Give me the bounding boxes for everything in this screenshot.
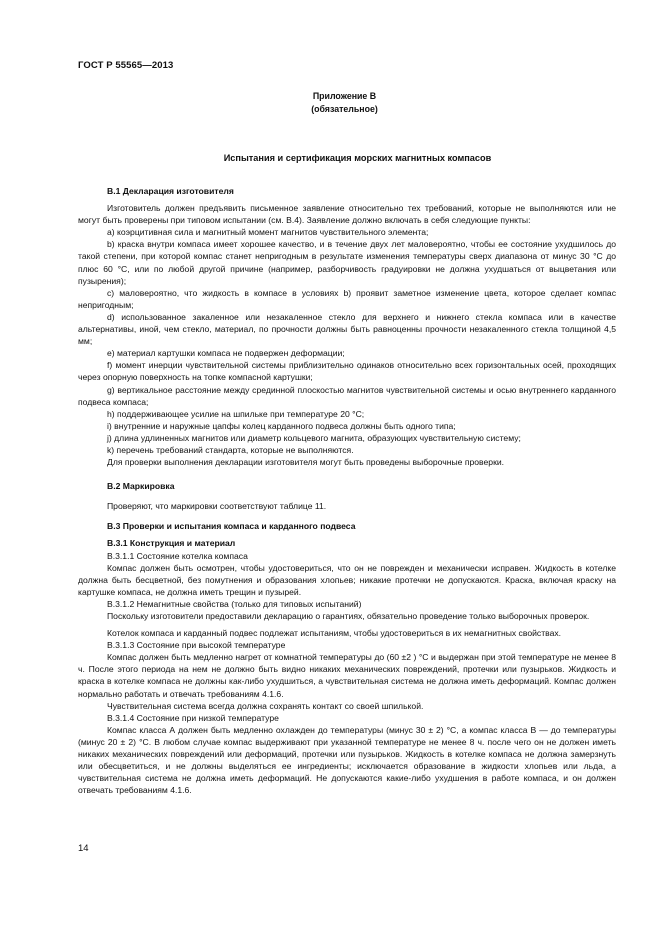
appendix-label: Приложение В xyxy=(312,91,377,101)
list-item: b) краска внутри компаса имеет хорошее качество, и в течение двух лет маловероятно, чтобы ее состояние ухудшилось до такой степени, при которой компас станет непригодным в результате изменения температуры сверх диапазона от минус 30 °С до плюс 60 °С, или по любой другой причине (например, разборчивость градуировки не должна ухудшаться от выцветания или пузырения); xyxy=(78,239,616,286)
paragraph: Поскольку изготовители предоставили декларацию о гарантиях, обязательно проведение только выборочных проверок. xyxy=(107,611,590,621)
paragraph: Для проверки выполнения декларации изготовителя могут быть проведены выборочные проверки. xyxy=(107,457,505,468)
paragraph: Компас должен быть осмотрен, чтобы удостовериться, что он не поврежден и механически исправен. Жидкость в котелке должна быть бесцветной, без помутнения и образования хлопьев; никакие протечки не допускаются. Краска, включая краску на картушке компаса, не должна иметь трещин и пузырей. xyxy=(78,562,616,597)
subsection-heading-b31: В.3.1 Конструкция и материал xyxy=(107,538,236,549)
subsection-heading-b311: В.3.1.1 Состояние котелка компаса xyxy=(107,550,248,561)
list-item: е) материал картушки компаса не подвержен деформации; xyxy=(107,348,345,359)
standard-designation: ГОСТ Р 55565—2013 xyxy=(78,60,174,71)
paragraph: Компас класса А должен быть медленно охлажден до температуры (минус 30 ± 2) °С, а компас класса В — до температуры (минус 20 ± 2) °С. В любом случае компас выдерживают при указанной температуре не менее 8 ч. после чего он не должен иметь никаких механических повреждений или деформаций, протечки или пузырьков. Жидкость в котелке компаса не должна замерзнуть или обесцветиться, и не должны выделяться ее ингредиенты; исключается образование в жидкости хлопьев или льда, а чувствительная система не должна иметь деформаций. Не допускаются какие-либо ухудшения в работе компаса, и он должен отвечать требованиям 4.1.6. xyxy=(78,724,616,796)
section-heading-b1: В.1 Декларация изготовителя xyxy=(107,186,234,196)
list-item: j) длина удлиненных магнитов или диаметр кольцевого магнита, образующих чувствительную систему; xyxy=(107,432,521,443)
list-item: k) перечень требований стандарта, которые не выполняются. xyxy=(107,444,354,455)
list-item: d) использованное закаленное или незакаленное стекло для верхнего и нижнего стекла компаса или в качестве альтернативы, иной, чем стекло, материал, по прочности должны быть равноценны прочности незакаленного стекла толщиной 4,5 мм; xyxy=(78,311,616,347)
list-item: i) внутренние и наружные цапфы колец карданного подвеса должны быть одного типа; xyxy=(107,420,456,431)
document-body xyxy=(78,185,616,796)
appendix-caption xyxy=(0,90,661,116)
list-item: g) вертикальное расстояние между срединной плоскостью магнитов чувствительной системы и осью внутреннего карданного подвеса компаса; xyxy=(78,384,616,407)
appendix-title: Испытания и сертификация морских магнитных компасов xyxy=(223,153,492,163)
list-item: а) коэрцитивная сила и магнитный момент магнитов чувствительного элемента; xyxy=(107,227,429,238)
paragraph: Проверяют, что маркировки соответствуют таблице 11. xyxy=(107,501,327,512)
subsection-heading-b313: В.3.1.3 Состояние при высокой температуре xyxy=(107,640,286,651)
page-number: 14 xyxy=(78,843,89,854)
appendix-status: (обязательное) xyxy=(311,104,378,114)
list-item: с) маловероятно, что жидкость в компасе в условиях b) проявит заметное изменение цвета, которое сделает компас непригодным; xyxy=(78,287,616,310)
paragraph: Котелок компаса и карданный подвес подлежат испытаниям, чтобы удостовериться в их немагнитных свойствах. xyxy=(107,628,562,639)
section-heading-b2: В.2 Маркировка xyxy=(107,481,175,492)
list-item: f) момент инерции чувствительной системы приблизительно одинаков относительно всех горизонтальных осей, проходящих через опорную поверхность на топке компасной картушки; xyxy=(78,360,616,383)
paragraph: Изготовитель должен предъявить письменное заявление относительно тех требований, которые не выполняются или не могут быть проверены при типовом испытании (см. В.4). Заявление должно включать в себя следующие пункты: xyxy=(78,203,616,226)
paragraph: Компас должен быть медленно нагрет от комнатной температуры до (60 ±2 ) °С и выдержан при этой температуре не менее 8 ч. После этого периода на нем не должно быть видно никаких механических повреждений, протечки или пузырьков. Жидкость и краска в котелке компаса не должны как-либо ухудшиться, а чувствительная система не должна иметь деформаций. Компас должен нормально работать и отвечать требованиям 4.1.6. xyxy=(78,652,616,699)
list-item: h) поддерживающее усилие на шпильке при температуре 20 °С; xyxy=(107,408,365,419)
section-heading-b3: В.3 Проверки и испытания компаса и карданного подвеса xyxy=(107,521,356,532)
paragraph: Чувствительная система всегда должна сохранять контакт со своей шпилькой. xyxy=(107,700,424,711)
subsection-heading-b314: В.3.1.4 Состояние при низкой температуре xyxy=(107,712,279,723)
subsection-heading-b312: В.3.1.2 Немагнитные свойства (только для типовых испытаний) xyxy=(107,598,362,609)
